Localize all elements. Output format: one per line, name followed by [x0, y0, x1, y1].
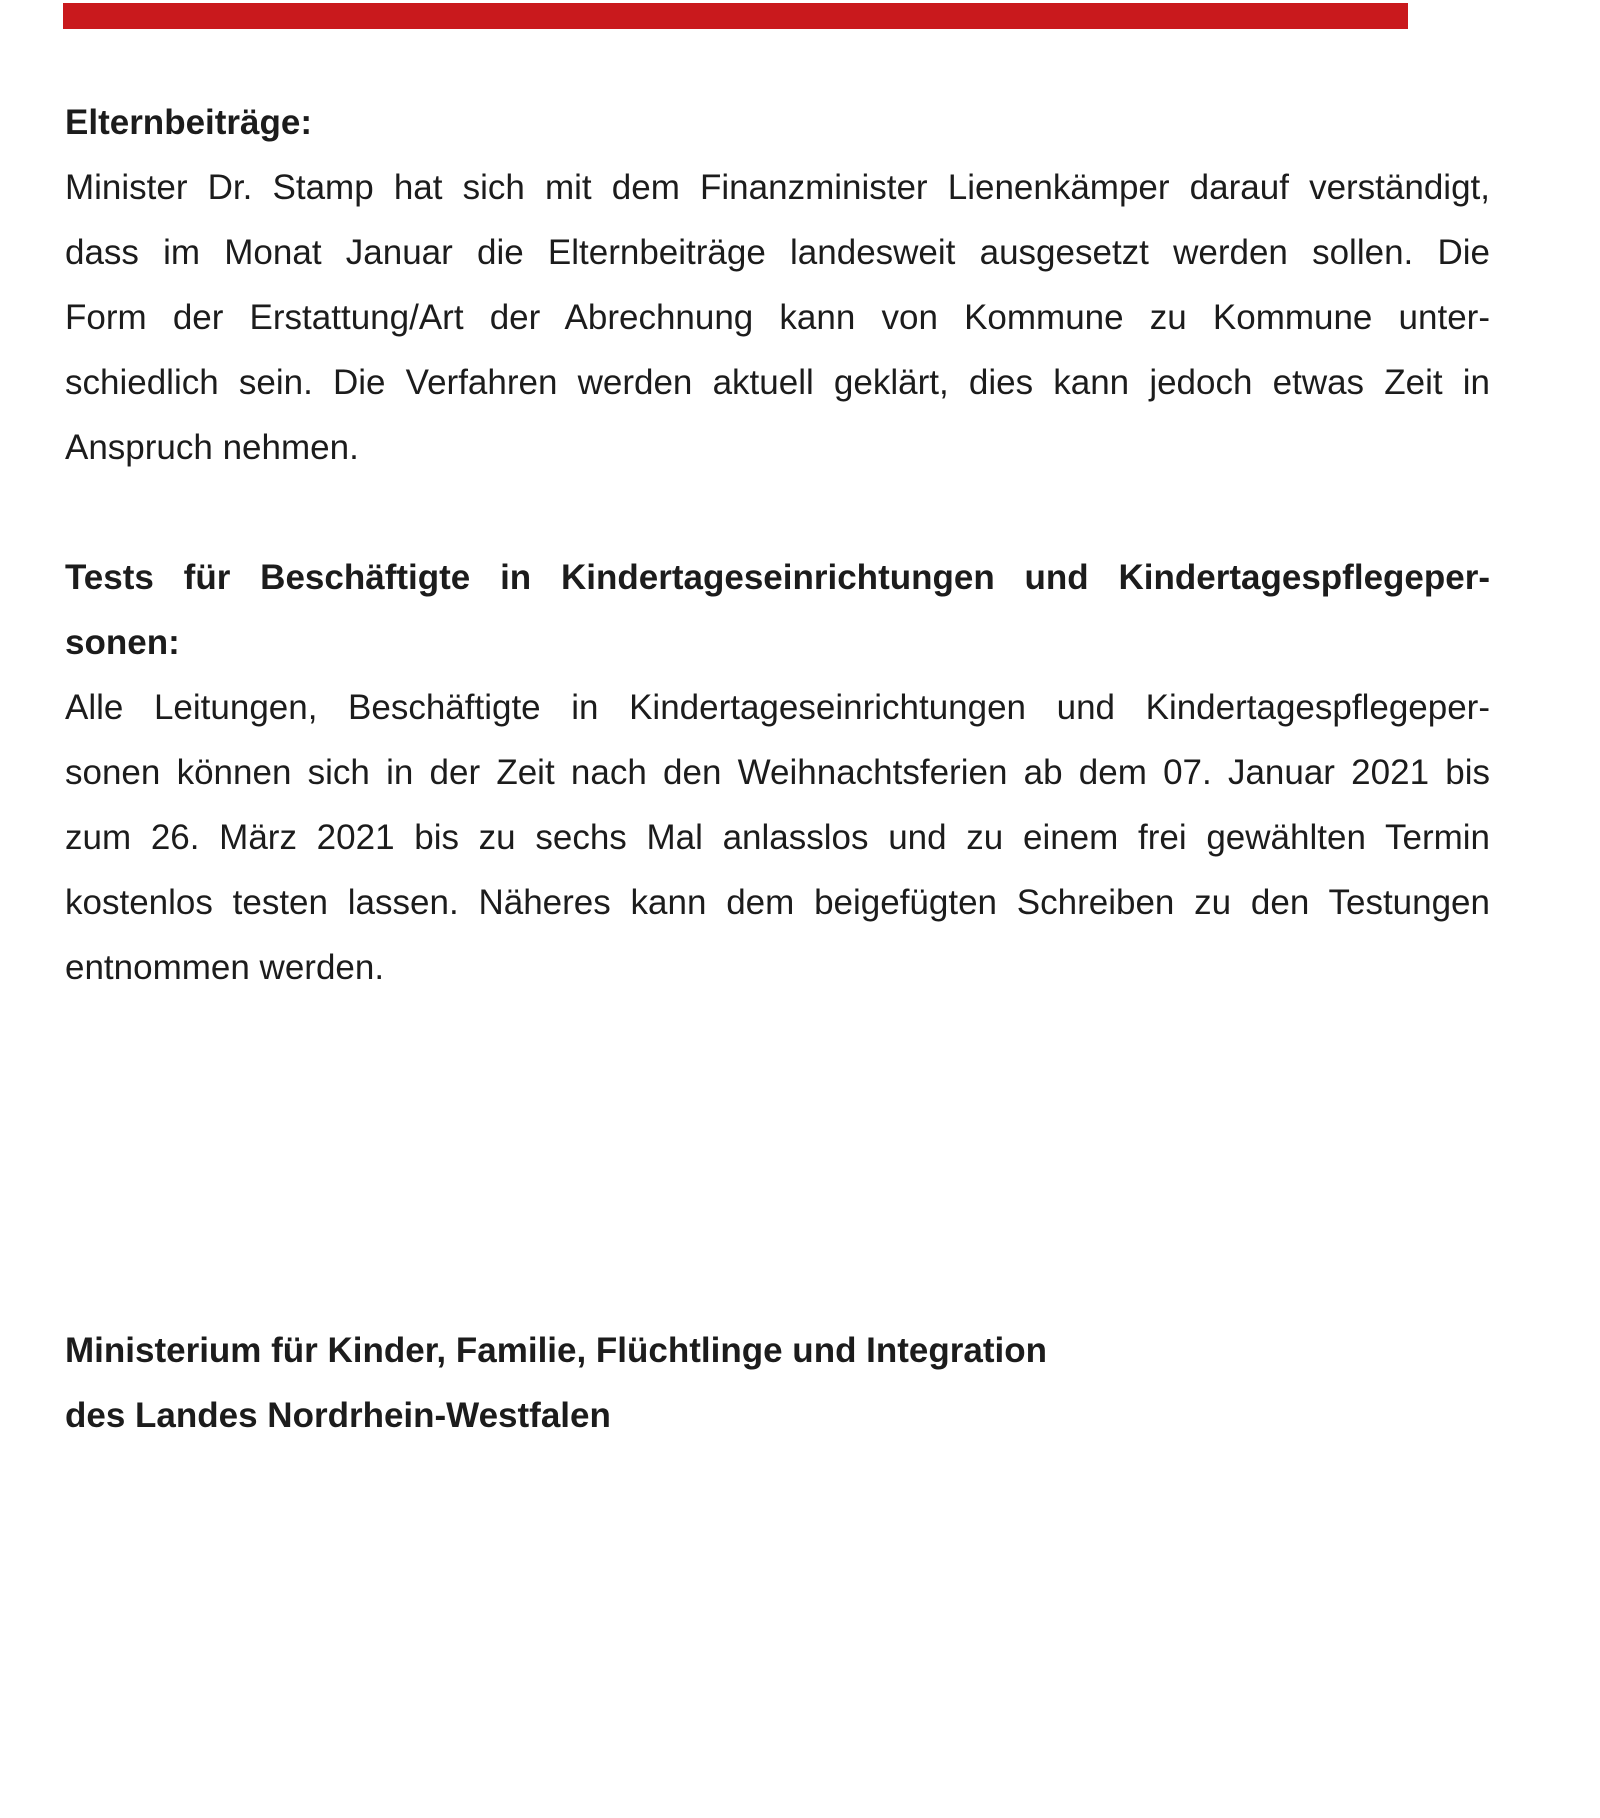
paragraph-line: Form der Erstattung/Art der Abrechnung kann von Kommune zu Kommune unter- — [65, 298, 1490, 337]
section1-paragraph — [65, 155, 1490, 480]
heading-line: Tests für Beschäftigte in Kindertageseinrichtungen und Kindertagespflegeper- — [65, 558, 1490, 597]
section2-heading — [65, 545, 1490, 675]
signature-line: Ministerium für Kinder, Familie, Flüchtlinge und Integration — [65, 1331, 1047, 1370]
document-body — [65, 90, 1490, 1000]
paragraph-line: kostenlos testen lassen. Näheres kann dem beigefügten Schreiben zu den Testungen — [65, 883, 1490, 922]
section1-heading: Elternbeiträge: — [65, 103, 312, 142]
heading-line: sonen: — [65, 623, 180, 662]
signature-block — [65, 1318, 1490, 1448]
paragraph-line: schiedlich sein. Die Verfahren werden aktuell geklärt, dies kann jedoch etwas Zeit in — [65, 363, 1490, 402]
signature-line: des Landes Nordrhein-Westfalen — [65, 1396, 611, 1435]
paragraph-line: zum 26. März 2021 bis zu sechs Mal anlasslos und zu einem frei gewählten Termin — [65, 818, 1490, 857]
section2-paragraph — [65, 675, 1490, 1000]
paragraph-line: dass im Monat Januar die Elternbeiträge landesweit ausgesetzt werden sollen. Die — [65, 233, 1490, 272]
paragraph-line: sonen können sich in der Zeit nach den Weihnachtsferien ab dem 07. Januar 2021 bis — [65, 753, 1490, 792]
red-header-bar — [63, 3, 1408, 29]
paragraph-line: entnommen werden. — [65, 948, 385, 987]
paragraph-line: Minister Dr. Stamp hat sich mit dem Finanzminister Lienenkämper darauf verständigt, — [65, 168, 1490, 207]
paragraph-line: Alle Leitungen, Beschäftigte in Kindertageseinrichtungen und Kindertagespflegeper- — [65, 688, 1490, 727]
paragraph-line: Anspruch nehmen. — [65, 428, 359, 467]
